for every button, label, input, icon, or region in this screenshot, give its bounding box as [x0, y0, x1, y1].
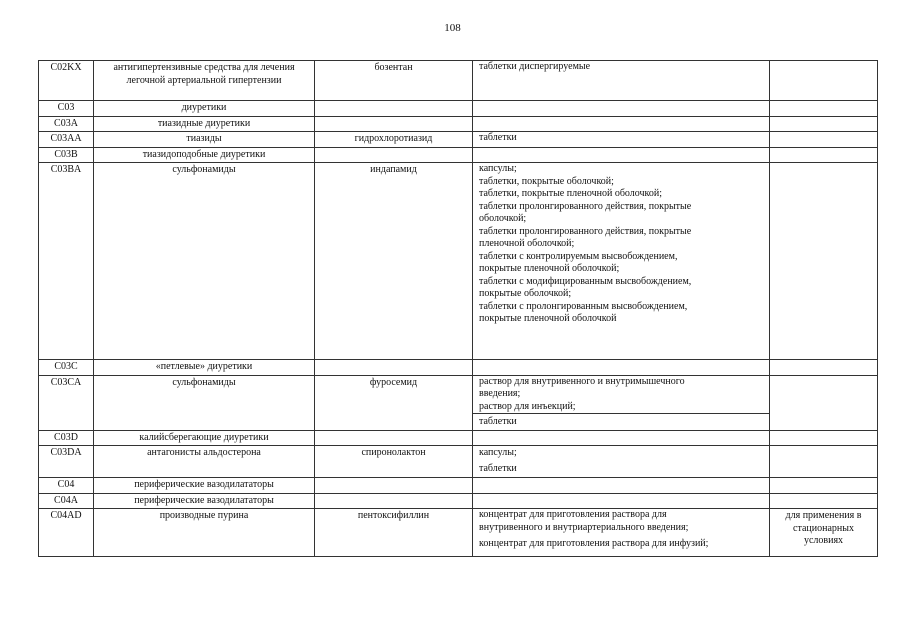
pharmacological-group: производные пурина — [94, 509, 315, 557]
drug-name: фуросемид — [315, 375, 473, 430]
dosage-form-line: введения; — [479, 388, 521, 399]
usage-note — [770, 147, 878, 163]
table-row — [39, 446, 878, 478]
dosage-forms — [473, 478, 770, 494]
pharmacological-group: тиазиды — [94, 132, 315, 148]
atc-code: C03BA — [39, 163, 94, 360]
atc-code: C03D — [39, 430, 94, 446]
pharmacological-group: антигипертензивные средства для лечения легочной артериальной гипертензии — [94, 61, 315, 101]
dosage-form-line: раствор для инъекций; — [479, 400, 576, 412]
table-row — [39, 132, 878, 148]
usage-note — [770, 360, 878, 376]
dosage-forms — [473, 163, 770, 360]
dosage-form-line: таблетки диспергируемые — [479, 61, 591, 72]
dosage-forms — [473, 132, 770, 148]
dosage-form-line: концентрат для приготовления раствора для — [479, 509, 667, 520]
atc-code: C04 — [39, 478, 94, 494]
dosage-forms — [473, 430, 770, 446]
dosage-forms — [473, 493, 770, 509]
drug-name: пентоксифиллин — [315, 509, 473, 557]
dosage-form-line: таблетки — [479, 132, 517, 143]
atc-code: C04A — [39, 493, 94, 509]
atc-code: C03C — [39, 360, 94, 376]
usage-note — [770, 478, 878, 494]
usage-note — [770, 163, 878, 360]
table-row — [39, 360, 878, 376]
dosage-form-line: покрытые пленочной оболочкой; — [479, 263, 620, 274]
dosage-form-line: покрытые пленочной оболочкой — [479, 313, 617, 324]
dosage-forms — [473, 116, 770, 132]
usage-note — [770, 493, 878, 509]
pharmacological-group: антагонисты альдостерона — [94, 446, 315, 478]
dosage-form-line: пленочной оболочкой; — [479, 238, 575, 249]
dosage-form-line: таблетки — [473, 413, 769, 430]
table-row — [39, 493, 878, 509]
atc-code: C03B — [39, 147, 94, 163]
dosage-form-line: таблетки — [479, 462, 517, 474]
usage-note — [770, 375, 878, 430]
dosage-form-line: таблетки, покрытые оболочкой; — [479, 175, 614, 187]
table-row — [39, 163, 878, 360]
drug-name — [315, 360, 473, 376]
dosage-form-line: таблетки пролонгированного действия, покрытые — [479, 200, 692, 212]
drug-table — [38, 60, 878, 557]
atc-code: C03A — [39, 116, 94, 132]
dosage-forms — [473, 446, 770, 478]
table-row — [39, 509, 878, 557]
dosage-form-line: оболочкой; — [479, 213, 527, 224]
dosage-form-line: таблетки, покрытые пленочной оболочкой; — [479, 188, 663, 199]
table-row — [39, 375, 878, 430]
dosage-form-line: таблетки с пролонгированным высвобождением, — [479, 300, 688, 312]
dosage-form-line: покрытые оболочкой; — [479, 288, 572, 299]
table-row — [39, 101, 878, 117]
pharmacological-group: сульфонамиды — [94, 375, 315, 430]
drug-name: спиронолактон — [315, 446, 473, 478]
page-number: 108 — [444, 22, 461, 34]
atc-code: C03CA — [39, 375, 94, 430]
atc-code: C04AD — [39, 509, 94, 557]
table-row — [39, 147, 878, 163]
drug-name — [315, 147, 473, 163]
usage-note — [770, 446, 878, 478]
dosage-form-line: капсулы; — [479, 447, 517, 458]
pharmacological-group: «петлевые» диуретики — [94, 360, 315, 376]
usage-note — [770, 132, 878, 148]
pharmacological-group: тиазидные диуретики — [94, 116, 315, 132]
pharmacological-group: диуретики — [94, 101, 315, 117]
table-row — [39, 430, 878, 446]
usage-note — [770, 61, 878, 101]
drug-name: бозентан — [315, 61, 473, 101]
dosage-forms — [473, 147, 770, 163]
dosage-form-line: таблетки с модифицированным высвобождением, — [479, 275, 692, 287]
table-row — [39, 478, 878, 494]
usage-note — [770, 116, 878, 132]
dosage-form-line: капсулы; — [479, 163, 517, 174]
drug-name — [315, 478, 473, 494]
dosage-forms — [473, 360, 770, 376]
atc-code: C03AA — [39, 132, 94, 148]
dosage-forms — [473, 61, 770, 101]
drug-name: индапамид — [315, 163, 473, 360]
pharmacological-group: периферические вазодилататоры — [94, 478, 315, 494]
pharmacological-group: тиазидоподобные диуретики — [94, 147, 315, 163]
drug-name — [315, 101, 473, 117]
pharmacological-group: периферические вазодилататоры — [94, 493, 315, 509]
usage-note — [770, 430, 878, 446]
atc-code: C03DA — [39, 446, 94, 478]
dosage-form-line: таблетки пролонгированного действия, покрытые — [479, 225, 692, 237]
table-row — [39, 116, 878, 132]
usage-note — [770, 101, 878, 117]
dosage-forms — [473, 375, 770, 430]
pharmacological-group: калийсберегающие диуретики — [94, 430, 315, 446]
dosage-forms — [473, 101, 770, 117]
atc-code: C03 — [39, 101, 94, 117]
dosage-form-line: внутривенного и внутриартериального введения; — [479, 521, 689, 533]
drug-name — [315, 116, 473, 132]
pharmacological-group: сульфонамиды — [94, 163, 315, 360]
dosage-form-line: концентрат для приготовления раствора для инфузий; — [479, 538, 709, 549]
drug-name — [315, 493, 473, 509]
dosage-forms — [473, 509, 770, 557]
dosage-form-line: раствор для внутривенного и внутримышечного — [479, 375, 685, 387]
drug-name: гидрохлоротиазид — [315, 132, 473, 148]
drug-name — [315, 430, 473, 446]
dosage-form-line: таблетки с контролируемым высвобождением, — [479, 250, 678, 262]
atc-code: C02KX — [39, 61, 94, 101]
table-row — [39, 61, 878, 101]
usage-note: для применения в стационарных условиях — [770, 509, 878, 557]
